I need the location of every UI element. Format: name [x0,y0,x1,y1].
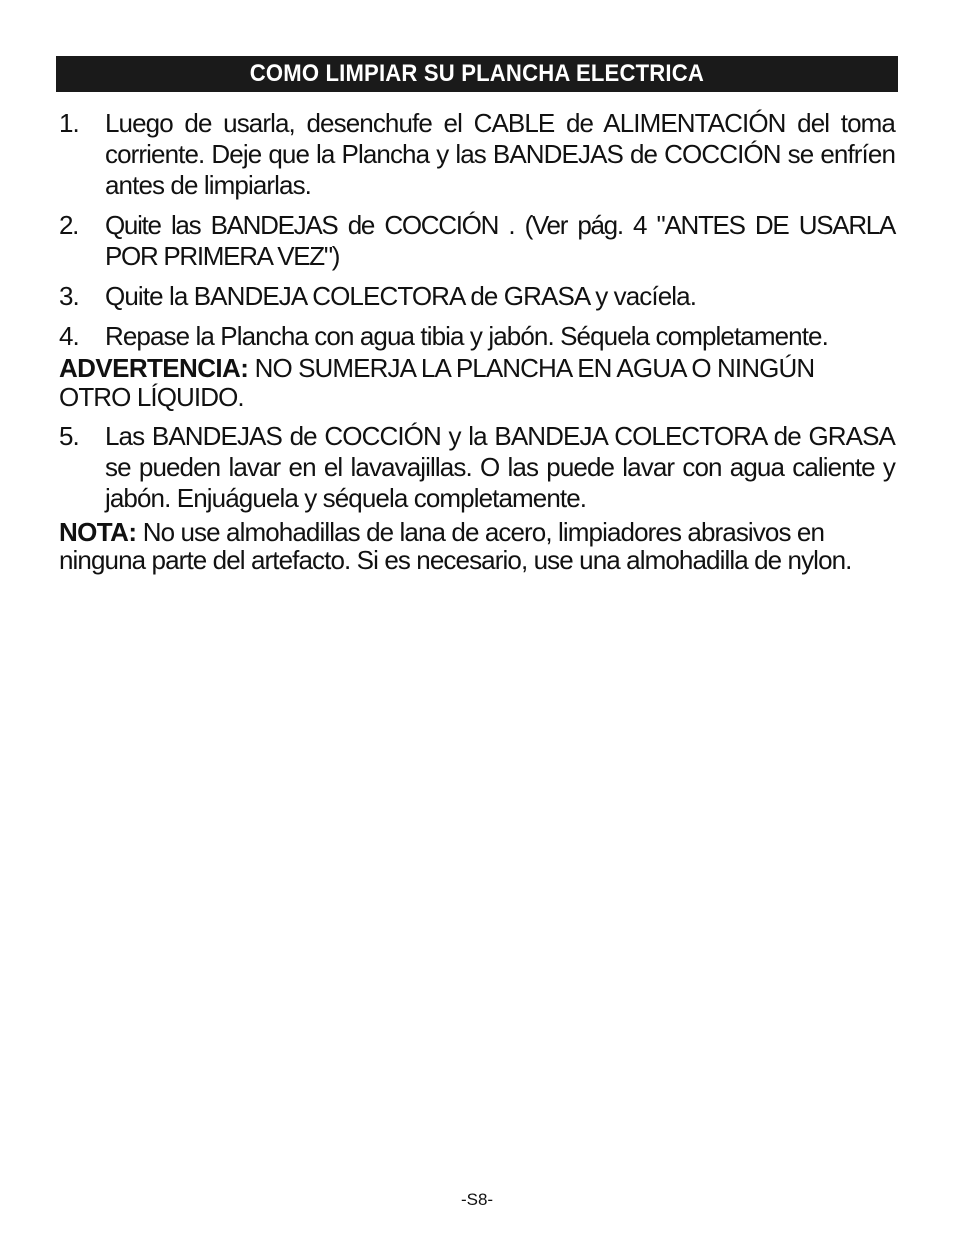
section-title: COMO LIMPIAR SU PLANCHA ELECTRICA [249,60,705,87]
step-text: Quite las BANDEJAS de COCCIÓN . (Ver pág. 4 "ANTES DE USARLA POR PRIMERA VEZ") [105,210,895,271]
step-text: Las BANDEJAS de COCCIÓN y la BANDEJA COLECTORA de GRASA se pueden lavar en el lavavajillas. O las puede lavar con agua caliente y jabón. Enjuáguela y séquela completamente. [105,421,895,513]
cleaning-instructions [59,108,895,583]
step-text: Repase la Plancha con agua tibia y jabón. Séquela completamente. [105,321,828,351]
step-number: 1. [59,108,79,138]
step-number: 3. [59,281,79,311]
step-number: 4. [59,321,79,351]
step-number: 2. [59,210,79,240]
warning-label: ADVERTENCIA: [59,353,249,383]
step-2 [59,210,895,272]
note-label: NOTA: [59,517,137,547]
section-title-bar [56,56,898,92]
note-paragraph [59,518,895,574]
step-3 [59,281,895,312]
step-number: 5. [59,421,79,451]
step-4 [59,321,895,352]
warning-text: NO SUMERJA LA PLANCHA EN AGUA O NINGÚN OTRO LÍQUIDO. [59,353,815,412]
note-text: No use almohadillas de lana de acero, limpiadores abrasivos en ninguna parte del artefacto. Si es necesario, use una almohadilla de nylon. [59,517,852,575]
page-number: -S8- [460,1190,494,1209]
warning-paragraph [59,354,849,412]
step-text: Quite la BANDEJA COLECTORA de GRASA y vacíela. [105,281,697,311]
step-5 [59,421,895,514]
step-text: Luego de usarla, desenchufe el CABLE de ALIMENTACIÓN del toma corriente. Deje que la Plancha y las BANDEJAS de COCCIÓN se enfríen antes de limpiarlas. [105,108,895,200]
step-1 [59,108,895,201]
